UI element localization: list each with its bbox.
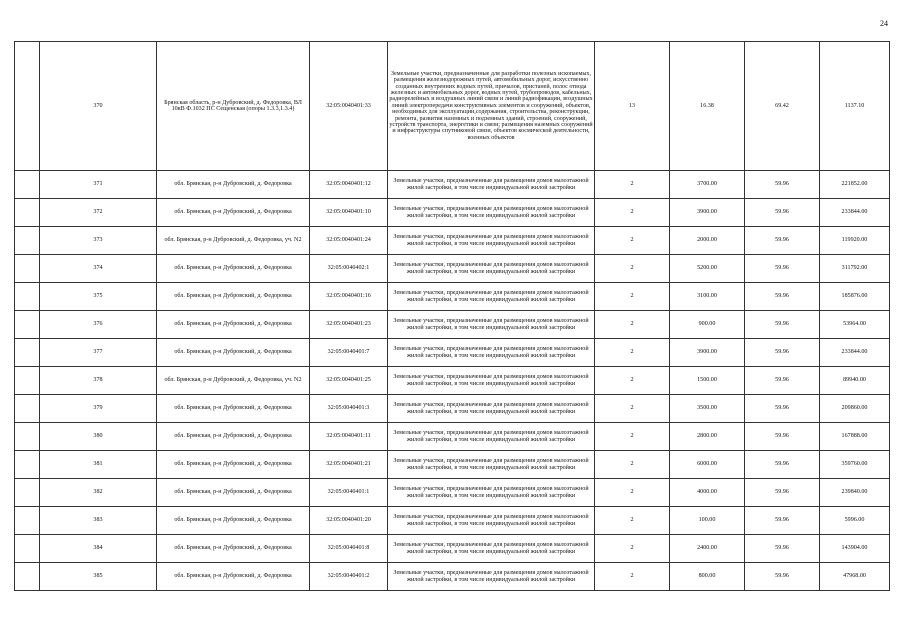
value-cell: 143904.00	[820, 535, 890, 563]
row-number-cell: 371	[40, 171, 157, 199]
value-cell: 1137.10	[820, 42, 890, 171]
row-number-cell: 376	[40, 311, 157, 339]
purpose-cell: Земельные участки, предназначенные для размещения домов малоэтажной жилой застройки, в том числе индивидуальной жилой застройки	[388, 507, 595, 535]
purpose-cell: Земельные участки, предназначенные для размещения домов малоэтажной жилой застройки, в том числе индивидуальной жилой застройки	[388, 283, 595, 311]
address-cell: обл. Брянская, р-н Дубровский, д. Федоровка	[157, 423, 310, 451]
table-row	[15, 283, 890, 311]
row-number-cell: 372	[40, 199, 157, 227]
purpose-cell: Земельные участки, предназначенные для размещения домов малоэтажной жилой застройки, в том числе индивидуальной жилой застройки	[388, 171, 595, 199]
area-cell: 3500.00	[670, 395, 745, 423]
area-cell: 3100.00	[670, 283, 745, 311]
cadastral-number-cell: 32:05:0040401:3	[310, 395, 388, 423]
margin-cell	[15, 507, 40, 535]
area-cell: 900.00	[670, 311, 745, 339]
table-body	[15, 42, 890, 591]
cadastral-number-cell: 32:05:0040401:25	[310, 367, 388, 395]
purpose-cell: Земельные участки, предназначенные для размещения домов малоэтажной жилой застройки, в том числе индивидуальной жилой застройки	[388, 451, 595, 479]
cadastral-number-cell: 32:05:0040401:2	[310, 563, 388, 591]
value-cell: 221852.00	[820, 171, 890, 199]
address-cell: обл. Брянская, р-н Дубровский, д. Федоровка	[157, 339, 310, 367]
group-cell: 2	[595, 255, 670, 283]
rate-cell: 59.96	[745, 199, 820, 227]
rate-cell: 59.96	[745, 283, 820, 311]
group-cell: 2	[595, 339, 670, 367]
row-number-cell: 384	[40, 535, 157, 563]
cadastral-number-cell: 32:05:0040401:12	[310, 171, 388, 199]
purpose-cell: Земельные участки, предназначенные для размещения домов малоэтажной жилой застройки, в том числе индивидуальной жилой застройки	[388, 311, 595, 339]
row-number-cell: 378	[40, 367, 157, 395]
rate-cell: 59.96	[745, 395, 820, 423]
value-cell: 47968.00	[820, 563, 890, 591]
group-cell: 2	[595, 563, 670, 591]
value-cell: 359760.00	[820, 451, 890, 479]
rate-cell: 59.96	[745, 479, 820, 507]
table-row	[15, 255, 890, 283]
purpose-cell: Земельные участки, предназначенные для размещения домов малоэтажной жилой застройки, в том числе индивидуальной жилой застройки	[388, 479, 595, 507]
address-cell: обл. Брянская, р-н Дубровский, д. Федоровка	[157, 451, 310, 479]
table-row	[15, 535, 890, 563]
address-cell: обл. Брянская, р-н Дубровский, д. Федоровка	[157, 507, 310, 535]
group-cell: 2	[595, 227, 670, 255]
rate-cell: 59.96	[745, 255, 820, 283]
address-cell: обл. Брянская, р-н Дубровский, д. Федоровка, уч. N2	[157, 227, 310, 255]
row-number-cell: 380	[40, 423, 157, 451]
row-number-cell: 377	[40, 339, 157, 367]
area-cell: 3900.00	[670, 199, 745, 227]
value-cell: 209860.00	[820, 395, 890, 423]
rate-cell: 59.96	[745, 311, 820, 339]
row-number-cell: 373	[40, 227, 157, 255]
margin-cell	[15, 479, 40, 507]
purpose-cell: Земельные участки, предназначенные для разработки полезных ископаемых, размещения железнодорожных путей, автомобильных дорог, искусственно созданных внутренних водных путей, причалов, пристаней, полос отвода железных и автомобильных дорог, водных путей, трубопроводов, кабельных, радиорелейных и воздушных линий связи и линий радиофикации, воздушных линий электропередачи конструктивных элементов и сооружений, объектов, необходимых для эксплуатации,содержания, строительства, реконструкции, ремонта, развития наземных и подземных зданий, строений, сооружений, устройств транспорта, энергетики и связи; размещения наземных сооружений и инфраструктуры спутниковой связи, объектов космической деятельности, военных объектов	[388, 42, 595, 171]
table-row	[15, 507, 890, 535]
purpose-cell: Земельные участки, предназначенные для размещения домов малоэтажной жилой застройки, в том числе индивидуальной жилой застройки	[388, 535, 595, 563]
row-number-cell: 370	[40, 42, 157, 171]
table-row	[15, 199, 890, 227]
area-cell: 3900.00	[670, 339, 745, 367]
table-row	[15, 563, 890, 591]
purpose-cell: Земельные участки, предназначенные для размещения домов малоэтажной жилой застройки, в том числе индивидуальной жилой застройки	[388, 423, 595, 451]
cadastral-number-cell: 32:05:0040401:21	[310, 451, 388, 479]
row-number-cell: 374	[40, 255, 157, 283]
area-cell: 1500.00	[670, 367, 745, 395]
group-cell: 2	[595, 395, 670, 423]
area-cell: 3700.00	[670, 171, 745, 199]
rate-cell: 59.96	[745, 339, 820, 367]
purpose-cell: Земельные участки, предназначенные для размещения домов малоэтажной жилой застройки, в том числе индивидуальной жилой застройки	[388, 563, 595, 591]
group-cell: 2	[595, 507, 670, 535]
area-cell: 100.00	[670, 507, 745, 535]
value-cell: 233844.00	[820, 339, 890, 367]
rate-cell: 69.42	[745, 42, 820, 171]
row-number-cell: 385	[40, 563, 157, 591]
row-number-cell: 375	[40, 283, 157, 311]
margin-cell	[15, 255, 40, 283]
cadastral-number-cell: 32:05:0040401:10	[310, 199, 388, 227]
group-cell: 2	[595, 311, 670, 339]
value-cell: 311792.00	[820, 255, 890, 283]
address-cell: обл. Брянская, р-н Дубровский, д. Федоровка	[157, 171, 310, 199]
purpose-cell: Земельные участки, предназначенные для размещения домов малоэтажной жилой застройки, в том числе индивидуальной жилой застройки	[388, 395, 595, 423]
table-row	[15, 423, 890, 451]
margin-cell	[15, 395, 40, 423]
table-row	[15, 227, 890, 255]
rate-cell: 59.96	[745, 367, 820, 395]
margin-cell	[15, 423, 40, 451]
row-number-cell: 383	[40, 507, 157, 535]
margin-cell	[15, 339, 40, 367]
address-cell: обл. Брянская, р-н Дубровский, д. Федоровка	[157, 479, 310, 507]
cadastral-number-cell: 32:05:0040402:1	[310, 255, 388, 283]
cadastral-number-cell: 32:05:0040401:33	[310, 42, 388, 171]
area-cell: 5200.00	[670, 255, 745, 283]
margin-cell	[15, 563, 40, 591]
purpose-cell: Земельные участки, предназначенные для размещения домов малоэтажной жилой застройки, в том числе индивидуальной жилой застройки	[388, 367, 595, 395]
address-cell: обл. Брянская, р-н Дубровский, д. Федоровка	[157, 535, 310, 563]
margin-cell	[15, 171, 40, 199]
cadastral-number-cell: 32:05:0040401:20	[310, 507, 388, 535]
area-cell: 4000.00	[670, 479, 745, 507]
value-cell: 119920.00	[820, 227, 890, 255]
address-cell: обл. Брянская, р-н Дубровский, д. Федоровка	[157, 395, 310, 423]
area-cell: 800.00	[670, 563, 745, 591]
rate-cell: 59.96	[745, 507, 820, 535]
area-cell: 2800.00	[670, 423, 745, 451]
value-cell: 233844.00	[820, 199, 890, 227]
purpose-cell: Земельные участки, предназначенные для размещения домов малоэтажной жилой застройки, в том числе индивидуальной жилой застройки	[388, 227, 595, 255]
rate-cell: 59.96	[745, 423, 820, 451]
value-cell: 5996.00	[820, 507, 890, 535]
table-row	[15, 451, 890, 479]
value-cell: 89940.00	[820, 367, 890, 395]
margin-cell	[15, 199, 40, 227]
group-cell: 2	[595, 367, 670, 395]
address-cell: обл. Брянская, р-н Дубровский, д. Федоровка	[157, 199, 310, 227]
row-number-cell: 382	[40, 479, 157, 507]
rate-cell: 59.96	[745, 451, 820, 479]
table-row	[15, 367, 890, 395]
purpose-cell: Земельные участки, предназначенные для размещения домов малоэтажной жилой застройки, в том числе индивидуальной жилой застройки	[388, 255, 595, 283]
margin-cell	[15, 283, 40, 311]
group-cell: 2	[595, 479, 670, 507]
table-row	[15, 42, 890, 171]
rate-cell: 59.96	[745, 535, 820, 563]
margin-cell	[15, 451, 40, 479]
purpose-cell: Земельные участки, предназначенные для размещения домов малоэтажной жилой застройки, в том числе индивидуальной жилой застройки	[388, 199, 595, 227]
address-cell: обл. Брянская, р-н Дубровский, д. Федоровка	[157, 255, 310, 283]
group-cell: 2	[595, 199, 670, 227]
purpose-cell: Земельные участки, предназначенные для размещения домов малоэтажной жилой застройки, в том числе индивидуальной жилой застройки	[388, 339, 595, 367]
address-cell: обл. Брянская, р-н Дубровский, д. Федоровка, уч. N2	[157, 367, 310, 395]
value-cell: 167888.00	[820, 423, 890, 451]
rate-cell: 59.96	[745, 563, 820, 591]
cadastral-number-cell: 32:05:0040401:11	[310, 423, 388, 451]
cadastral-number-cell: 32:05:0040401:23	[310, 311, 388, 339]
land-valuation-table	[14, 41, 890, 591]
table-row	[15, 339, 890, 367]
cadastral-number-cell: 32:05:0040401:8	[310, 535, 388, 563]
group-cell: 13	[595, 42, 670, 171]
rate-cell: 59.96	[745, 227, 820, 255]
cadastral-number-cell: 32:05:0040401:24	[310, 227, 388, 255]
cadastral-number-cell: 32:05:0040401:16	[310, 283, 388, 311]
group-cell: 2	[595, 451, 670, 479]
value-cell: 185876.00	[820, 283, 890, 311]
margin-cell	[15, 367, 40, 395]
rate-cell: 59.96	[745, 171, 820, 199]
margin-cell	[15, 227, 40, 255]
area-cell: 2000.00	[670, 227, 745, 255]
address-cell: обл. Брянская, р-н Дубровский, д. Федоровка	[157, 283, 310, 311]
address-cell: обл. Брянская, р-н Дубровский, д. Федоровка	[157, 563, 310, 591]
row-number-cell: 379	[40, 395, 157, 423]
group-cell: 2	[595, 283, 670, 311]
table-row	[15, 479, 890, 507]
table-row	[15, 171, 890, 199]
cadastral-number-cell: 32:05:0040401:7	[310, 339, 388, 367]
page-number: 24	[880, 19, 888, 28]
address-cell: Брянская область, р-н Дубровский, д. Федоровка, ВЛ 10кВ Ф.1032 ПС Сещенская (опоры 1.3.3,1.3.4)	[157, 42, 310, 171]
area-cell: 16.38	[670, 42, 745, 171]
cadastral-number-cell: 32:05:0040401:1	[310, 479, 388, 507]
table-row	[15, 311, 890, 339]
margin-cell	[15, 535, 40, 563]
value-cell: 239840.00	[820, 479, 890, 507]
row-number-cell: 381	[40, 451, 157, 479]
table-row	[15, 395, 890, 423]
group-cell: 2	[595, 423, 670, 451]
margin-cell	[15, 42, 40, 171]
margin-cell	[15, 311, 40, 339]
area-cell: 6000.00	[670, 451, 745, 479]
address-cell: обл. Брянская, р-н Дубровский, д. Федоровка	[157, 311, 310, 339]
group-cell: 2	[595, 535, 670, 563]
group-cell: 2	[595, 171, 670, 199]
value-cell: 53964.00	[820, 311, 890, 339]
area-cell: 2400.00	[670, 535, 745, 563]
